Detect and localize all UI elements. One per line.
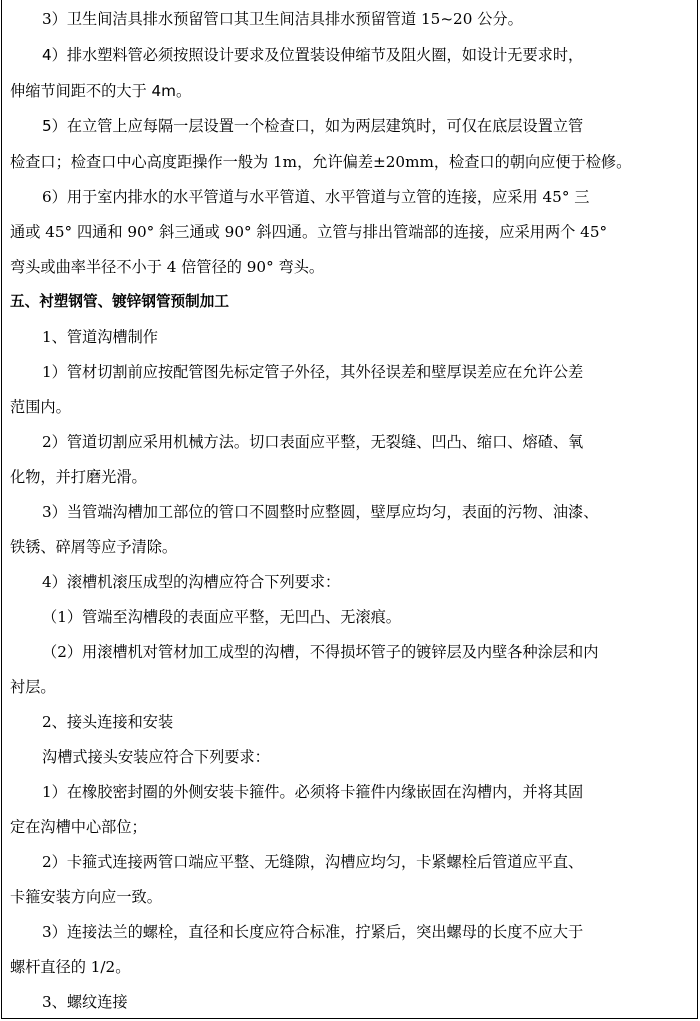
paragraph-line: 3）连接法兰的螺栓，直径和长度应符合标准，拧紧后，突出螺母的长度不应大于: [42, 923, 584, 941]
paragraph-line: 衬层。: [10, 678, 56, 696]
paragraph-line: 6）用于室内排水的水平管道与水平管道、水平管道与立管的连接，应采用 45° 三: [42, 188, 590, 206]
paragraph-line: 定在沟槽中心部位；: [10, 818, 147, 836]
paragraph-line: 3）卫生间洁具排水预留管口其卫生间洁具排水预留管道 15~20 公分。: [42, 10, 523, 28]
paragraph-line: （1）管端至沟槽段的表面应平整，无凹凸、无滚痕。: [42, 608, 401, 626]
paragraph-line: 通或 45° 四通和 90° 斜三通或 90° 斜四通。立管与排出管端部的连接，应采用两个 45°: [10, 223, 608, 241]
paragraph-line: 4）滚槽机滚压成型的沟槽应符合下列要求：: [42, 573, 341, 591]
subsection-heading: 1、管道沟槽制作: [42, 328, 158, 346]
paragraph-line: 2）管道切割应采用机械方法。切口表面应平整，无裂缝、凹凸、缩口、熔碴、氧: [42, 433, 584, 451]
paragraph-line: 1）在橡胶密封圈的外侧安装卡箍件。必须将卡箍件内缘嵌固在沟槽内，并将其固: [42, 783, 584, 801]
paragraph-line: 2）卡箍式连接两管口端应平整、无缝隙，沟槽应均匀，卡紧螺栓后管道应平直、: [42, 853, 584, 871]
paragraph-line: 3）当管端沟槽加工部位的管口不圆整时应整圆，壁厚应均匀，表面的污物、油漆、: [42, 503, 599, 521]
paragraph-line: 伸缩节间距不的大于 4m。: [10, 82, 192, 100]
paragraph-line: 范围内。: [10, 398, 71, 416]
section-heading: 五、衬塑钢管、镀锌钢管预制加工: [10, 293, 229, 310]
paragraph-line: 4）排水塑料管必须按照设计要求及位置装设伸缩节及阻火圈，如设计无要求时，: [42, 46, 584, 64]
paragraph-line: 化物，并打磨光滑。: [10, 468, 147, 486]
paragraph-line: 卡箍安装方向应一致。: [10, 888, 162, 906]
paragraph-line: 铁锈、碎屑等应予清除。: [10, 538, 178, 556]
paragraph-line: 5）在立管上应每隔一层设置一个检查口，如为两层建筑时，可仅在底层设置立管: [42, 117, 584, 135]
paragraph-line: 检查口；检查口中心高度距操作一般为 1m，允许偏差±20mm，检查口的朝向应便于检修。: [10, 153, 632, 171]
paragraph-line: 沟槽式接头安装应符合下列要求：: [42, 748, 270, 766]
subsection-heading: 3、螺纹连接: [42, 993, 128, 1011]
paragraph-line: 螺杆直径的 1/2。: [10, 958, 131, 976]
paragraph-line: 1）管材切割前应按配管图先标定管子外径，其外径误差和壁厚误差应在允许公差: [42, 363, 584, 381]
paragraph-line: 弯头或曲率半径不小于 4 倍管径的 90° 弯头。: [10, 258, 325, 276]
subsection-heading: 2、接头连接和安装: [42, 713, 174, 731]
paragraph-line: （2）用滚槽机对管材加工成型的沟槽，不得损坏管子的镀锌层及内壁各种涂层和内: [42, 643, 599, 661]
